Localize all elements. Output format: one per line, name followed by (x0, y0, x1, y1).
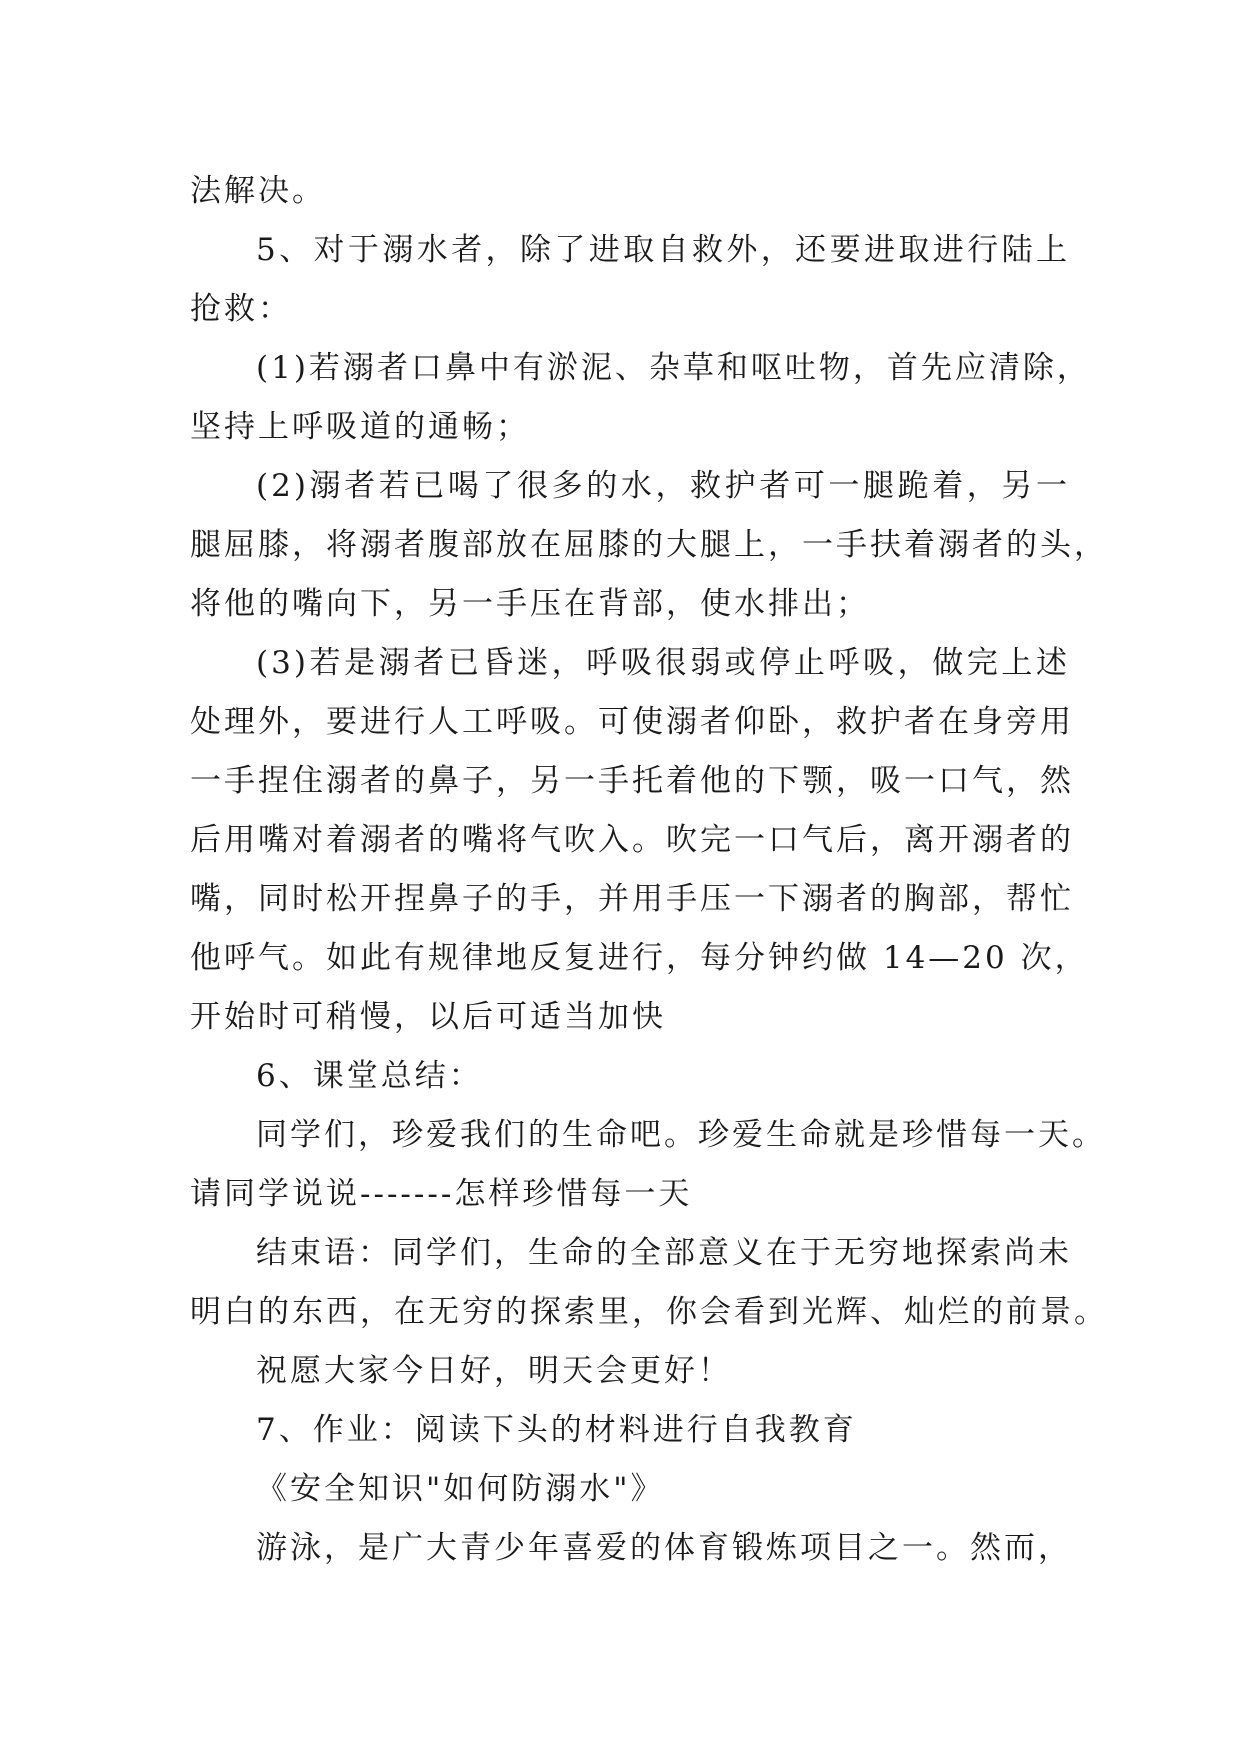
text-line: 法解决。 (190, 173, 326, 209)
document-body (190, 162, 1108, 1578)
text-line: 结束语：同学们，生命的全部意义在于无穷地探索尚未 (256, 1235, 1072, 1271)
text-line: 祝愿大家今日好，明天会更好！ (256, 1353, 732, 1389)
text-line: 嘴，同时松开捏鼻子的手，并用手压一下溺者的胸部，帮忙 (190, 881, 1074, 917)
text-line: 坚持上呼吸道的通畅； (190, 409, 530, 445)
text-line: (1)若溺者口鼻中有淤泥、杂草和呕吐物，首先应清除， (256, 350, 1091, 386)
text-line: 抢救： (190, 291, 292, 327)
text-line: 处理外，要进行人工呼吸。可使溺者仰卧，救护者在身旁用 (190, 704, 1074, 740)
text-line: 5、对于溺水者，除了进取自救外，还要进取进行陆上 (256, 232, 1070, 268)
section-heading: 6、课堂总结： (256, 1058, 483, 1094)
text-line: (3)若是溺者已昏迷，呼吸很弱或停止呼吸，做完上述 (256, 645, 1070, 681)
text-line: 一手捏住溺者的鼻子，另一手托着他的下颚，吸一口气，然 (190, 763, 1074, 799)
text-line: 开始时可稍慢，以后可适当加快 (190, 999, 666, 1035)
text-line: 将他的嘴向下，另一手压在背部，使水排出； (190, 586, 870, 622)
text-line: 明白的东西，在无穷的探索里，你会看到光辉、灿烂的前景。 (190, 1294, 1108, 1330)
text-line: 同学们，珍爱我们的生命吧。珍爱生命就是珍惜每一天。 (256, 1117, 1106, 1153)
text-line: 他呼气。如此有规律地反复进行，每分钟约做 14—20 次， (190, 940, 1089, 976)
text-line: 《安全知识"如何防溺水"》 (256, 1471, 665, 1507)
text-line: 腿屈膝，将溺者腹部放在屈膝的大腿上，一手扶着溺者的头， (190, 527, 1108, 563)
text-line: 请同学说说-------怎样珍惜每一天 (190, 1176, 693, 1212)
section-heading: 7、作业：阅读下头的材料进行自我教育 (256, 1412, 857, 1448)
text-line: (2)溺者若已喝了很多的水，救护者可一腿跪着，另一 (256, 468, 1070, 504)
text-line: 后用嘴对着溺者的嘴将气吹入。吹完一口气后，离开溺者的 (190, 822, 1074, 858)
text-line: 游泳，是广大青少年喜爱的体育锻炼项目之一。然而， (256, 1530, 1072, 1566)
